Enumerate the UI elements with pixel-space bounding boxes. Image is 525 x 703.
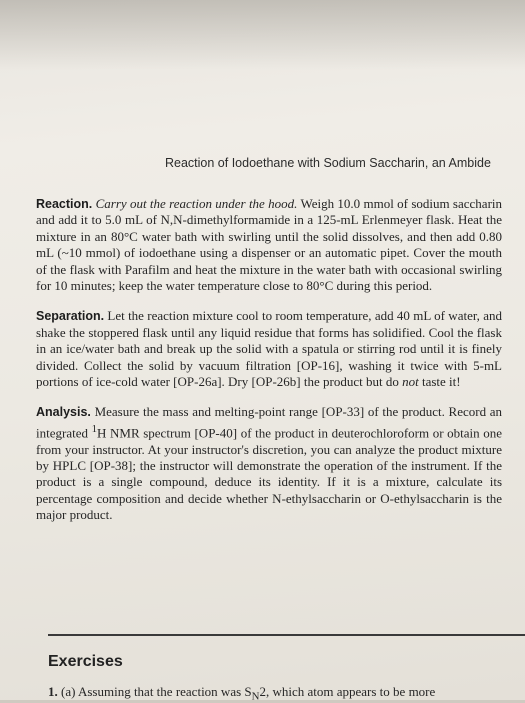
analysis-superscript: 1 <box>91 422 98 435</box>
analysis-body-a: Measure the mass and melting-point range [OP-33] of the product. Record an integrated <box>36 404 503 441</box>
reaction-body: Weigh 10.0 mmol of sodium saccharin and add it to 5.0 mL of N,N-dimethylformamide in a 125-mL Erlenmeyer flask. Heat the mixture in an 80°C water bath with swirling until the solid dissolves, and then add 0.80 mL (~10 mmol) of iodoethane using a dispenser or an automatic pipet. Cover the mouth of the flask with Parafilm and heat the mixture in the water bath with occasional swirling for 10 minutes; keep the water temperature close to 80°C during this period. <box>36 196 503 294</box>
procedure-text <box>36 196 502 538</box>
separation-emphasis: not <box>402 374 419 390</box>
analysis-body-b: H NMR spectrum [OP-40] of the product in deuterochloroform or obtain one from your instructor. At your instructor's discretion, you can analyze the product mixture by HPLC [OP-38]; the instructor will demonstrate the operation of the instrument. If the product is a single compound, deduce its identity. If it is a mixture, calculate its percentage composition and decide whether N-ethylsaccharin or O-ethylsaccharin is the major product. <box>36 425 502 523</box>
exercise-text-a: (a) Assuming that the reaction was S <box>61 684 252 699</box>
separation-heading: Separation. <box>36 309 105 324</box>
reaction-lead: Carry out the reaction under the hood. <box>95 196 298 211</box>
analysis-heading: Analysis. <box>36 405 91 420</box>
analysis-paragraph <box>36 404 502 523</box>
page-shadow <box>0 0 525 70</box>
section-divider <box>48 634 525 636</box>
running-head: Reaction of Iodoethane with Sodium Saccharin, an Ambide <box>165 156 491 170</box>
exercises-title: Exercises <box>48 653 123 670</box>
separation-paragraph <box>36 308 502 390</box>
exercise-text-b: 2, which atom appears to be more <box>259 684 436 699</box>
exercise-number: 1. <box>48 684 58 699</box>
reaction-paragraph <box>36 196 502 294</box>
reaction-heading: Reaction. <box>36 197 93 211</box>
separation-body-b: taste it! <box>421 374 461 390</box>
separation-body-a: Let the reaction mixture cool to room temperature, add 40 mL of water, and shake the stoppered flask until any liquid residue that forms has solidified. Cool the flask in an ice/water bath and break up the solid with a spatula or stirring rod until it is finely divided. Collect the solid by vacuum filtration [OP-16], washing it twice with 5-mL portions of ice-cold water [OP-26a]. Dry [OP-26b] the product but do <box>36 308 503 390</box>
exercise-subscript: N <box>251 690 260 703</box>
